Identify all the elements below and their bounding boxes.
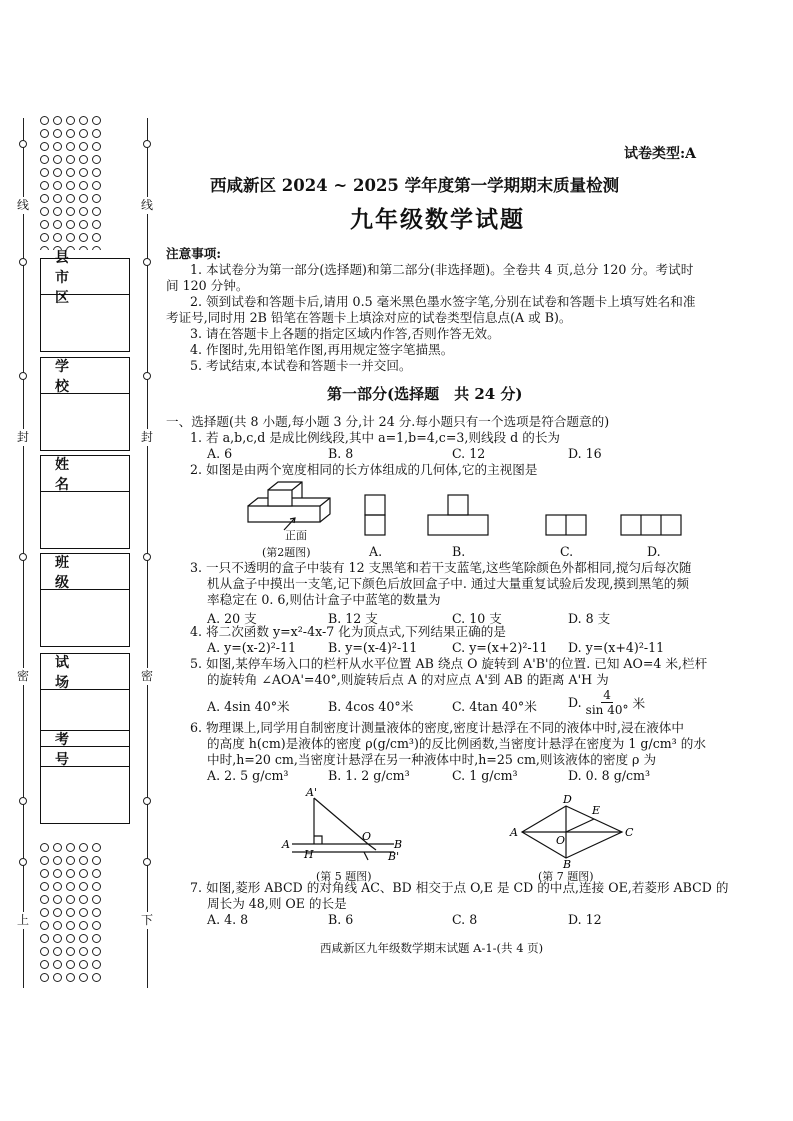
binding-dot	[79, 155, 88, 164]
q2-option-a-label: A.	[369, 544, 383, 559]
seal-char-feng-left: 封	[17, 430, 30, 444]
binding-circle	[143, 858, 151, 866]
binding-dot	[79, 116, 88, 125]
binding-dot	[79, 181, 88, 190]
dot-grid-top	[40, 116, 104, 250]
binding-dot	[79, 921, 88, 930]
binding-dot	[79, 142, 88, 151]
binding-dot	[53, 843, 62, 852]
binding-dot	[53, 168, 62, 177]
binding-dot	[53, 908, 62, 917]
binding-dot	[66, 934, 75, 943]
binding-dot	[92, 116, 101, 125]
note-line: 3. 请在答题卡上各题的指定区域内作答,否则作答无效。	[190, 326, 500, 341]
subject-title: 九年级数学试题	[350, 206, 525, 233]
q5-option-d-fraction	[586, 688, 629, 717]
note-line: 5. 考试结束,本试卷和答题卡一并交回。	[190, 358, 412, 373]
binding-dot	[79, 220, 88, 229]
binding-dot	[92, 895, 101, 904]
q5-option-b[interactable]: B. 4cos 40°米	[328, 699, 414, 714]
q4-option-a[interactable]: A. y=(x-2)²-11	[207, 640, 297, 655]
q2-stem: 2. 如图是由两个宽度相同的长方体组成的几何体,它的主视图是	[190, 462, 538, 477]
seal-char-xian-right: 线	[141, 198, 154, 212]
dot-grid-bottom	[40, 843, 104, 986]
q4-stem: 4. 将二次函数 y=x²-4x-7 化为顶点式,下列结果正确的是	[190, 624, 506, 639]
binding-dot	[79, 168, 88, 177]
binding-dot	[40, 947, 49, 956]
binding-dot	[79, 973, 88, 982]
binding-circle	[143, 553, 151, 561]
fig5-label-o: O	[362, 830, 372, 843]
binding-dot	[53, 155, 62, 164]
binding-dot	[53, 960, 62, 969]
fig5-label-b-prime: B'	[388, 850, 400, 863]
fig5-label-b: B	[394, 838, 403, 851]
binding-circle	[19, 140, 27, 148]
field-room-label: 试 场	[41, 654, 129, 690]
binding-dot	[53, 895, 62, 904]
q1-option-d[interactable]: D. 16	[568, 446, 602, 461]
exam-title: 西咸新区 2024 ~ 2025 学年度第一学期期末质量检测	[210, 176, 620, 195]
q5-option-d-numerator: 4	[603, 688, 611, 702]
note-line: 考证号,同时用 2B 铅笔在答题卡上填涂对应的试卷类型信息点(A 或 B)。	[166, 310, 572, 325]
q7-option-b[interactable]: B. 6	[328, 912, 354, 927]
binding-dot	[92, 142, 101, 151]
fig7-label-b: B	[563, 858, 572, 871]
field-school-box[interactable]	[40, 357, 130, 451]
field-number-box[interactable]	[40, 730, 130, 824]
q7-option-d[interactable]: D. 12	[568, 912, 602, 927]
binding-dot	[92, 220, 101, 229]
q6-option-d[interactable]: D. 0. 8 g/cm³	[568, 768, 651, 783]
binding-dot	[66, 882, 75, 891]
binding-dot	[66, 856, 75, 865]
q4-option-d[interactable]: D. y=(x+4)²-11	[568, 640, 665, 655]
binding-dot	[92, 207, 101, 216]
binding-dot	[66, 220, 75, 229]
binding-dot	[53, 142, 62, 151]
binding-dot	[79, 895, 88, 904]
q2-option-d-label: D.	[647, 544, 661, 559]
binding-dot	[92, 973, 101, 982]
binding-dot	[40, 934, 49, 943]
fig7-diagram	[508, 793, 636, 871]
q7-option-c[interactable]: C. 8	[452, 912, 478, 927]
binding-dot	[79, 882, 88, 891]
binding-circle	[143, 140, 151, 148]
q3-option-b[interactable]: B. 12 支	[328, 611, 378, 626]
binding-dot	[92, 947, 101, 956]
binding-dot	[40, 960, 49, 969]
part1-title: 第一部分(选择题 共 24 分)	[327, 385, 523, 403]
binding-dot	[40, 142, 49, 151]
q2-option-c-label: C.	[560, 544, 574, 559]
binding-circle	[19, 858, 27, 866]
fig5-label-a-prime: A'	[306, 786, 317, 799]
binding-dot	[66, 168, 75, 177]
binding-circle	[19, 797, 27, 805]
binding-dot	[92, 233, 101, 242]
q3-line: 率稳定在 0. 6,则估计盒子中蓝笔的数量为	[207, 592, 441, 607]
note-line: 2. 领到试卷和答题卡后,请用 0.5 毫米黑色墨水签字笔,分别在试卷和答题卡上填写姓名和准	[190, 294, 696, 309]
q3-option-d[interactable]: D. 8 支	[568, 611, 611, 626]
q5-option-d-denominator: sin 40°	[585, 703, 629, 717]
field-name-box[interactable]	[40, 455, 130, 549]
q5-option-c[interactable]: C. 4tan 40°米	[452, 699, 537, 714]
q6-option-a[interactable]: A. 2. 5 g/cm³	[207, 768, 289, 783]
binding-dot	[92, 194, 101, 203]
notes-heading: 注意事项:	[166, 246, 222, 261]
q1-option-b[interactable]: B. 8	[328, 446, 354, 461]
binding-dot	[66, 129, 75, 138]
binding-dot	[40, 220, 49, 229]
binding-dot	[92, 129, 101, 138]
binding-dot	[66, 142, 75, 151]
binding-dot	[79, 843, 88, 852]
binding-dot	[40, 194, 49, 203]
q4-option-c[interactable]: C. y=(x+2)²-11	[452, 640, 548, 655]
q6-line: 6. 物理课上,同学用自制密度计测量液体的密度,密度计悬浮在不同的液体中时,浸在液体中	[190, 720, 684, 735]
page-footer: 西咸新区九年级数学期末试题 A-1-(共 4 页)	[320, 941, 544, 955]
fig7-label-d: D	[563, 793, 572, 806]
fig7-label-a: A	[510, 826, 518, 839]
field-county-box[interactable]	[40, 249, 130, 352]
binding-dot	[53, 934, 62, 943]
binding-dot	[40, 168, 49, 177]
fig7-label-c: C	[625, 826, 634, 839]
binding-dot	[92, 882, 101, 891]
seal-char-shang: 上	[17, 913, 30, 927]
q2-option-b-label: B.	[452, 544, 466, 559]
binding-dot	[66, 973, 75, 982]
q6-option-c[interactable]: C. 1 g/cm³	[452, 768, 518, 783]
field-number-label: 考 号	[41, 731, 129, 767]
binding-dot	[92, 168, 101, 177]
q2-option-d-figure[interactable]	[620, 514, 684, 536]
binding-dot	[40, 973, 49, 982]
binding-dot	[79, 947, 88, 956]
binding-dot	[40, 908, 49, 917]
binding-dot	[79, 869, 88, 878]
binding-dot	[40, 921, 49, 930]
binding-circle	[19, 553, 27, 561]
binding-dot	[53, 869, 62, 878]
binding-dot	[92, 181, 101, 190]
q6-line: 的高度 h(cm)是液体的密度 ρ(g/cm³)的反比例函数,当密度计悬浮在密度为 1 g/cm³ 的水	[207, 736, 706, 751]
q3-line: 机从盒子中摸出一支笔,记下颜色后放回盒子中. 通过大量重复试验后发现,摸到黑笔的频	[207, 576, 689, 591]
q2-option-c-figure[interactable]	[545, 514, 589, 536]
binding-dot	[66, 960, 75, 969]
q2-front-label: 正面	[285, 529, 307, 542]
binding-dot	[53, 207, 62, 216]
binding-dot	[40, 246, 49, 250]
q3-option-c[interactable]: C. 10 支	[452, 611, 502, 626]
binding-dot	[92, 934, 101, 943]
seal-char-feng-right: 封	[141, 430, 154, 444]
binding-dot	[92, 960, 101, 969]
q2-solid-figure	[240, 478, 340, 533]
binding-dot	[66, 869, 75, 878]
binding-dot	[53, 973, 62, 982]
field-class-box[interactable]	[40, 553, 130, 647]
binding-dot	[66, 947, 75, 956]
field-class-label: 班 级	[41, 554, 129, 590]
q7-option-a[interactable]: A. 4. 8	[207, 912, 249, 927]
fig7-label-e: E	[592, 804, 601, 817]
binding-dot	[53, 921, 62, 930]
binding-dot	[53, 181, 62, 190]
binding-dot	[40, 233, 49, 242]
seal-char-mi-right: 密	[141, 669, 154, 683]
note-line: 1. 本试卷分为第一部分(选择题)和第二部分(非选择题)。全卷共 4 页,总分 120 分。考试时	[190, 262, 694, 277]
seal-char-xian-left: 线	[17, 198, 30, 212]
binding-dot	[92, 921, 101, 930]
binding-dot	[66, 207, 75, 216]
binding-dot	[92, 869, 101, 878]
binding-circle	[143, 797, 151, 805]
q4-option-b[interactable]: B. y=(x-4)²-11	[328, 640, 418, 655]
q5-option-d[interactable]	[568, 688, 645, 717]
q5-option-a[interactable]: A. 4sin 40°米	[207, 699, 290, 714]
binding-dot	[66, 843, 75, 852]
paper-type: 试卷类型:A	[624, 146, 697, 162]
binding-dot	[53, 233, 62, 242]
q7-line: 周长为 48,则 OE 的长是	[207, 896, 347, 911]
binding-dot	[40, 116, 49, 125]
binding-dot	[66, 155, 75, 164]
binding-dot	[53, 129, 62, 138]
binding-dot	[53, 116, 62, 125]
binding-dot	[92, 856, 101, 865]
seal-char-mi-left: 密	[17, 669, 30, 683]
binding-dot	[66, 895, 75, 904]
binding-dot	[40, 129, 49, 138]
binding-dot	[66, 181, 75, 190]
binding-dot	[66, 233, 75, 242]
binding-circle	[143, 372, 151, 380]
section-heading: 一、选择题(共 8 小题,每小题 3 分,计 24 分.每小题只有一个选项是符合题意的)	[166, 414, 610, 429]
binding-dot	[79, 207, 88, 216]
field-name-label: 姓 名	[41, 456, 129, 492]
binding-dot	[66, 116, 75, 125]
binding-dot	[92, 155, 101, 164]
binding-circle	[143, 258, 151, 266]
q2-option-a-figure[interactable]	[364, 494, 386, 538]
binding-dot	[53, 947, 62, 956]
q3-line: 3. 一只不透明的盒子中装有 12 支黑笔和若干支蓝笔,这些笔除颜色外都相同,搅匀后每次随	[190, 560, 692, 575]
binding-dot	[53, 856, 62, 865]
binding-dot	[40, 181, 49, 190]
q2-figure-caption: (第2题图)	[262, 546, 311, 559]
binding-dot	[53, 194, 62, 203]
binding-dot	[79, 934, 88, 943]
fig5-caption: (第 5 题图)	[316, 870, 372, 883]
fig5-diagram	[276, 784, 416, 868]
binding-dot	[79, 129, 88, 138]
fig5-label-a: A	[282, 838, 290, 851]
binding-dot	[79, 194, 88, 203]
q5-option-d-unit: 米	[632, 696, 646, 711]
field-county-label: 县 市 区	[41, 259, 129, 295]
note-line: 4. 作图时,先用铅笔作图,再用规定签字笔描黑。	[190, 342, 454, 357]
fig5-label-h: H	[304, 848, 314, 861]
q6-line: 中时,h=20 cm,当密度计悬浮在另一种液体中时,h=25 cm,则该液体的密度 ρ 为	[207, 752, 657, 767]
seal-char-xia: 下	[141, 913, 154, 927]
binding-dot	[66, 908, 75, 917]
binding-dot	[92, 843, 101, 852]
binding-dot	[79, 233, 88, 242]
q5-line: 5. 如图,某停车场入口的栏杆从水平位置 AB 绕点 O 旋转到 A'B'的位置. 已知 AO=4 米,栏杆	[190, 656, 708, 671]
binding-dot	[53, 220, 62, 229]
binding-dot	[40, 869, 49, 878]
binding-dot	[79, 960, 88, 969]
fig7-caption: (第 7 题图)	[538, 870, 594, 883]
q1-option-c[interactable]: C. 12	[452, 446, 486, 461]
binding-dot	[66, 194, 75, 203]
q1-option-a[interactable]: A. 6	[207, 446, 233, 461]
field-school-label: 学 校	[41, 358, 129, 394]
binding-dot	[40, 843, 49, 852]
binding-circle	[19, 372, 27, 380]
binding-circle	[19, 258, 27, 266]
binding-dot	[40, 155, 49, 164]
q5-option-d-label: D.	[568, 695, 582, 710]
note-line: 间 120 分钟。	[166, 278, 249, 293]
fig7-label-o: O	[556, 834, 566, 847]
binding-dot	[92, 908, 101, 917]
binding-dot	[79, 856, 88, 865]
q7-line: 7. 如图,菱形 ABCD 的对角线 AC、BD 相交于点 O,E 是 CD 的中点,连接 OE,若菱形 ABCD 的	[190, 880, 729, 895]
binding-dot	[40, 856, 49, 865]
binding-dot	[40, 882, 49, 891]
binding-dot	[79, 908, 88, 917]
binding-dot	[40, 207, 49, 216]
q3-option-a[interactable]: A. 20 支	[207, 611, 257, 626]
q2-option-b-figure[interactable]	[427, 494, 491, 538]
binding-dot	[53, 882, 62, 891]
q5-line: 的旋转角 ∠AOA'=40°,则旋转后点 A 的对应点 A'到 AB 的距离 A'H 为	[207, 672, 609, 687]
q6-option-b[interactable]: B. 1. 2 g/cm³	[328, 768, 410, 783]
q1-stem: 1. 若 a,b,c,d 是成比例线段,其中 a=1,b=4,c=3,则线段 d 的长为	[190, 430, 561, 445]
binding-dot	[66, 921, 75, 930]
binding-dot	[40, 895, 49, 904]
